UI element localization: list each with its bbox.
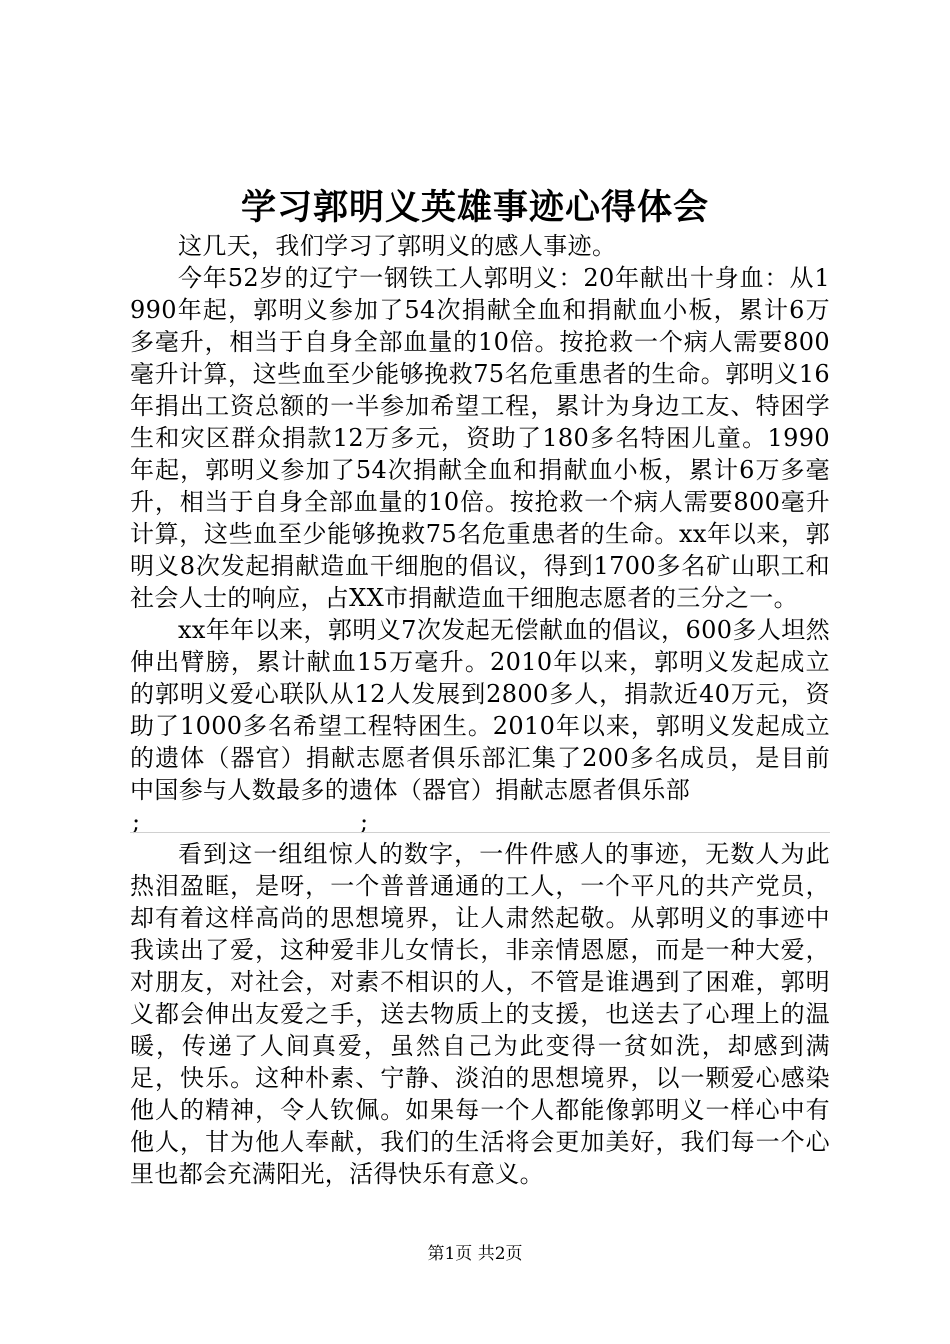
page-number-footer: 第1页 共2页 <box>427 1244 523 1264</box>
divider-line <box>130 832 830 833</box>
paragraph-intro: 这几天，我们学习了郭明义的感人事迹。 <box>178 232 617 260</box>
paragraph-reflection: 看到这一组组惊人的数字，一件件感人的事迹，无数人为此热泪盈眶，是呀，一个普普通通的工人，一个平凡的共产党员，却有着这样高尚的思想境界，让人肃然起敬。从郭明义的事迹中我读出了爱，这种爱非儿女情长，非亲情恩愿，而是一种大爱，对朋友，对社会，对素不相识的人，不管是谁遇到了困难，郭明义都会伸出友爱之手，送去物质上的支援，也送去了心理上的温暖，传递了人间真爱，虽然自己为此变得一贫如洗，却感到满足，快乐。这种朴素、宁静、淡泊的思想境界，以一颗爱心感染他人的精神，令人钦佩。如果每一个人都能像郭明义一样心中有他人，甘为他人奉献，我们的生活将会更加美好，我们每一个心里也都会充满阳光，活得快乐有意义。 <box>130 840 830 1188</box>
semicolon-line <box>130 806 830 838</box>
semicolon-left: ; <box>132 808 141 836</box>
document-title: 学习郭明义英雄事迹心得体会 <box>240 187 709 228</box>
paragraph-volunteer-club: xx年年以来，郭明义7次发起无偿献血的倡议，600多人坦然伸出臂膀，累计献血15万毫升。2010年以来，郭明义发起成立的郭明义爱心联队从12人发展到2800多人，捐款近40万元，资助了1000多名希望工程特困生。2010年以来，郭明义发起成立的遗体（器官）捐献志愿者俱乐部汇集了200多名成员，是目前中国参与人数最多的遗体（器官）捐献志愿者俱乐部 <box>130 616 830 804</box>
semicolon-right: ; <box>360 808 369 836</box>
paragraph-blood-donation: 今年52岁的辽宁一钢铁工人郭明义：20年献出十身血：从1990年起，郭明义参加了54次捐献全血和捐献血小板，累计6万多毫升，相当于自身全部血量的10倍。按抢救一个病人需要800毫升计算，这些血至少能够挽救75名危重患者的生命。郭明义16年捐出工资总额的一半参加希望工程，累计为身边工友、特困学生和灾区群众捐款12万多元，资助了180多名特困儿童。1990年起，郭明义参加了54次捐献全血和捐献血小板，累计6万多毫升，相当于自身全部血量的10倍。按抢救一个病人需要800毫升计算，这些血至少能够挽救75名危重患者的生命。xx年以来，郭明义8次发起捐献造血干细胞的倡议，得到1700多名矿山职工和社会人士的响应，占XX市捐献造血干细胞志愿者的三分之一。 <box>130 264 830 612</box>
document-body <box>130 230 830 1190</box>
